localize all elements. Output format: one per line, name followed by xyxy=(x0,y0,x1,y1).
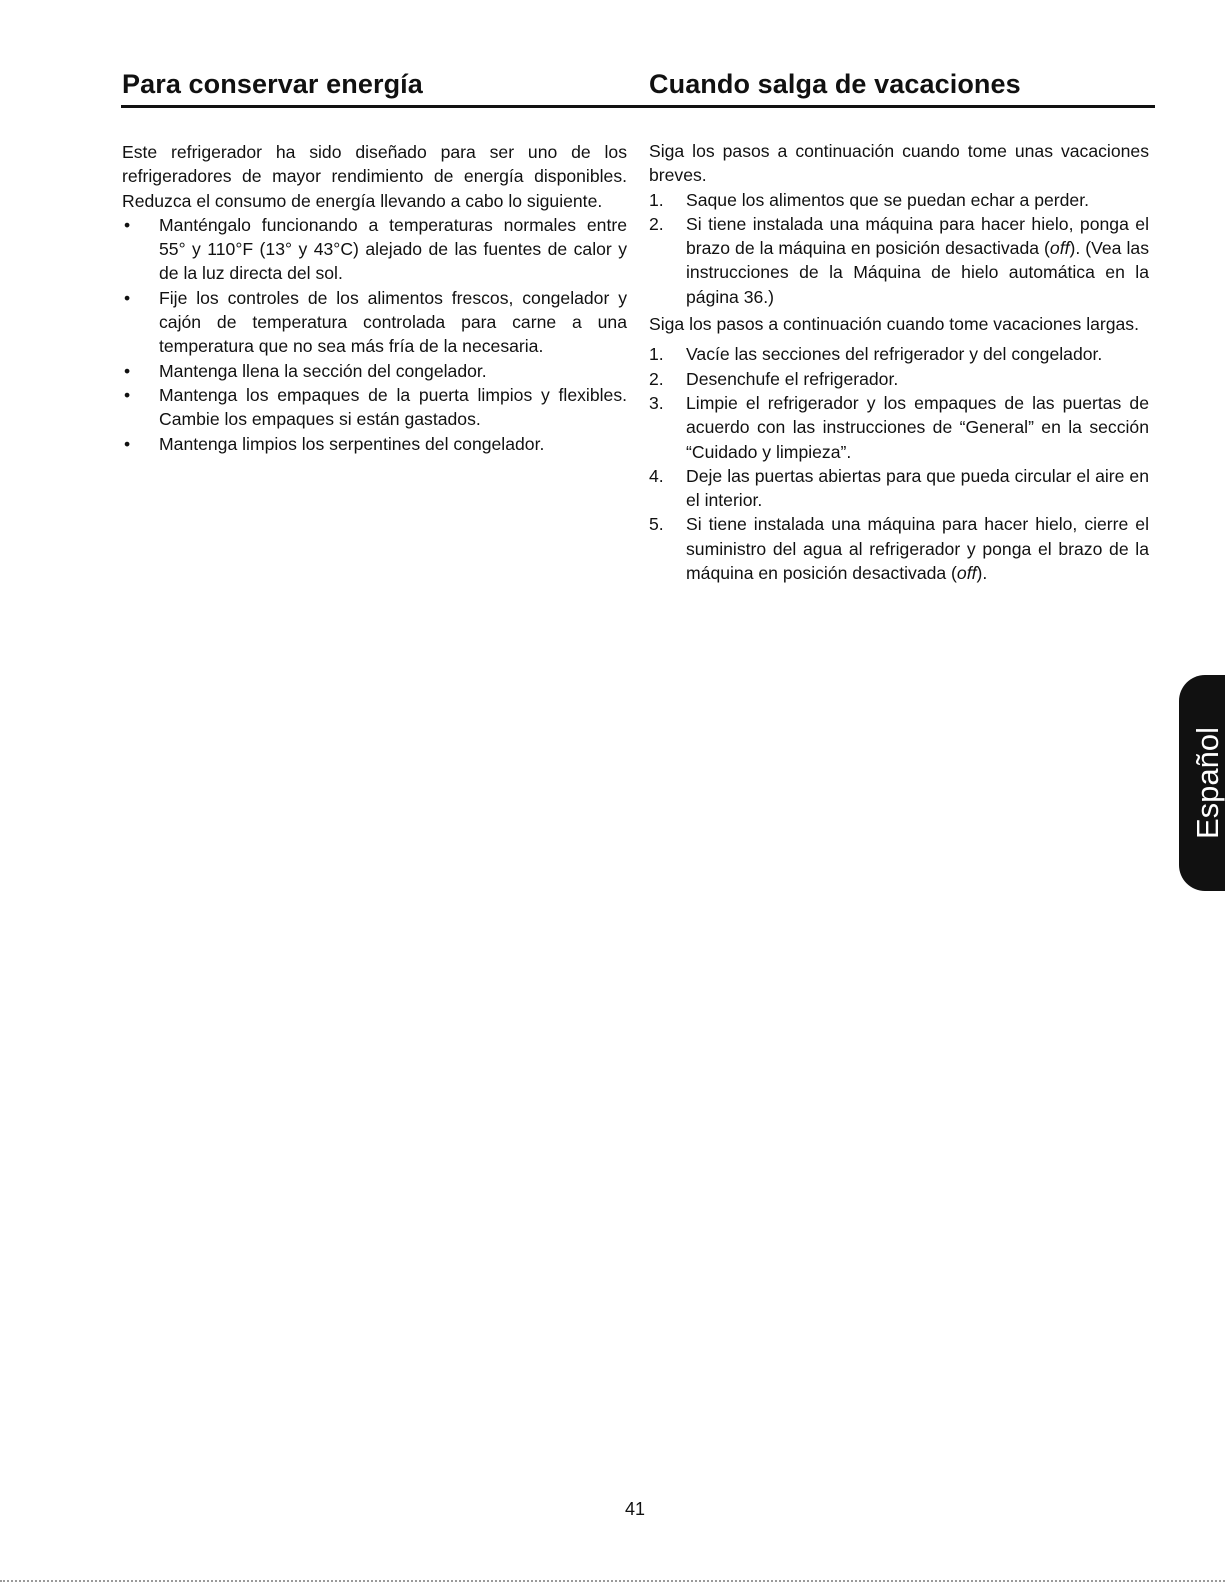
step-text-part: ). xyxy=(976,563,988,584)
step-number: 2. xyxy=(649,368,664,389)
long-vacation-step xyxy=(649,512,1149,585)
energy-tips-list xyxy=(122,213,627,456)
energy-tip-item xyxy=(122,286,627,359)
energy-tip-text: Mantenga los empaques de la puerta limpios y flexibles. Cambie los empaques si están gastados. xyxy=(159,384,627,430)
vacation-section-title: Cuando salga de vacaciones xyxy=(649,69,1021,99)
step-number: 1. xyxy=(649,344,664,365)
language-tab xyxy=(1179,675,1225,891)
step-text-emphasis: off xyxy=(956,563,977,584)
energy-tip-item xyxy=(122,213,627,286)
bullet-marker: • xyxy=(124,360,131,381)
vacation-section-body xyxy=(649,139,1149,585)
step-text-part: Si tiene instalada una máquina para hacer hielo, ponga el brazo de la máquina en posición desactivada ( xyxy=(686,213,1149,259)
energy-tip-item xyxy=(122,359,627,383)
step-text xyxy=(686,214,1149,307)
page-number: 41 xyxy=(624,1499,646,1519)
energy-tip-text: Manténgalo funcionando a temperaturas normales entre 55° y 110°F (13° y 43°C) alejado de las fuentes de calor y de la luz directa del sol. xyxy=(159,214,627,284)
energy-intro: Este refrigerador ha sido diseñado para ser uno de los refrigeradores de mayor rendimiento de energía disponibles. Reduzca el consumo de energía llevando a cabo lo siguiente. xyxy=(122,142,627,211)
long-vacation-steps xyxy=(649,342,1149,585)
step-number: 5. xyxy=(649,514,664,535)
step-number: 1. xyxy=(649,189,664,210)
step-number: 4. xyxy=(649,465,664,486)
short-vacation-step xyxy=(649,188,1149,212)
long-vacation-step xyxy=(649,464,1149,513)
step-number: 3. xyxy=(649,392,664,413)
short-vacation-steps xyxy=(649,188,1149,309)
step-text: Desenchufe el refrigerador. xyxy=(686,368,899,389)
step-text: Limpie el refrigerador y los empaques de las puertas de acuerdo con las instrucciones de “General” en la sección “Cuidado y limpieza”. xyxy=(686,392,1149,462)
long-vacation-intro: Siga los pasos a continuación cuando tome vacaciones largas. xyxy=(649,314,1139,335)
bullet-marker: • xyxy=(124,214,131,235)
bullet-marker: • xyxy=(124,433,131,454)
long-vacation-step xyxy=(649,342,1149,366)
energy-section xyxy=(122,66,627,456)
bullet-marker: • xyxy=(124,287,131,308)
step-text-part: Si tiene instalada una máquina para hacer hielo, cierre el suministro del agua al refrigerador y ponga el brazo de la máquina en posición desactivada ( xyxy=(686,514,1149,584)
step-text: Saque los alimentos que se puedan echar a perder. xyxy=(686,189,1089,210)
bullet-marker: • xyxy=(124,384,131,405)
step-text: Deje las puertas abiertas para que pueda circular el aire en el interior. xyxy=(686,465,1149,511)
step-text: Vacíe las secciones del refrigerador y del congelador. xyxy=(686,344,1103,365)
energy-tip-text: Mantenga llena la sección del congelador. xyxy=(159,360,487,381)
step-text-emphasis: off xyxy=(1049,238,1070,259)
step-text xyxy=(686,514,1149,583)
short-vacation-step xyxy=(649,212,1149,309)
energy-section-body xyxy=(122,140,627,456)
energy-tip-text: Fije los controles de los alimentos frescos, congelador y cajón de temperatura controlada para carne a una temperatura que no sea más fría de la necesaria. xyxy=(159,287,627,357)
vacation-section xyxy=(649,66,1149,585)
energy-tip-text: Mantenga limpios los serpentines del congelador. xyxy=(159,433,545,454)
page-bottom-edge xyxy=(0,1580,1225,1582)
step-text-part: ). (Vea las instrucciones de la Máquina de hielo automática en la página 36.) xyxy=(686,238,1149,307)
energy-tip-item xyxy=(122,383,627,432)
energy-tip-item xyxy=(122,432,627,456)
long-vacation-step xyxy=(649,367,1149,391)
short-vacation-intro: Siga los pasos a continuación cuando tome unas vacaciones breves. xyxy=(649,141,1149,186)
energy-section-title: Para conservar energía xyxy=(122,69,423,99)
step-number: 2. xyxy=(649,213,664,234)
language-tab-label: Español xyxy=(1190,726,1225,840)
long-vacation-step xyxy=(649,391,1149,464)
